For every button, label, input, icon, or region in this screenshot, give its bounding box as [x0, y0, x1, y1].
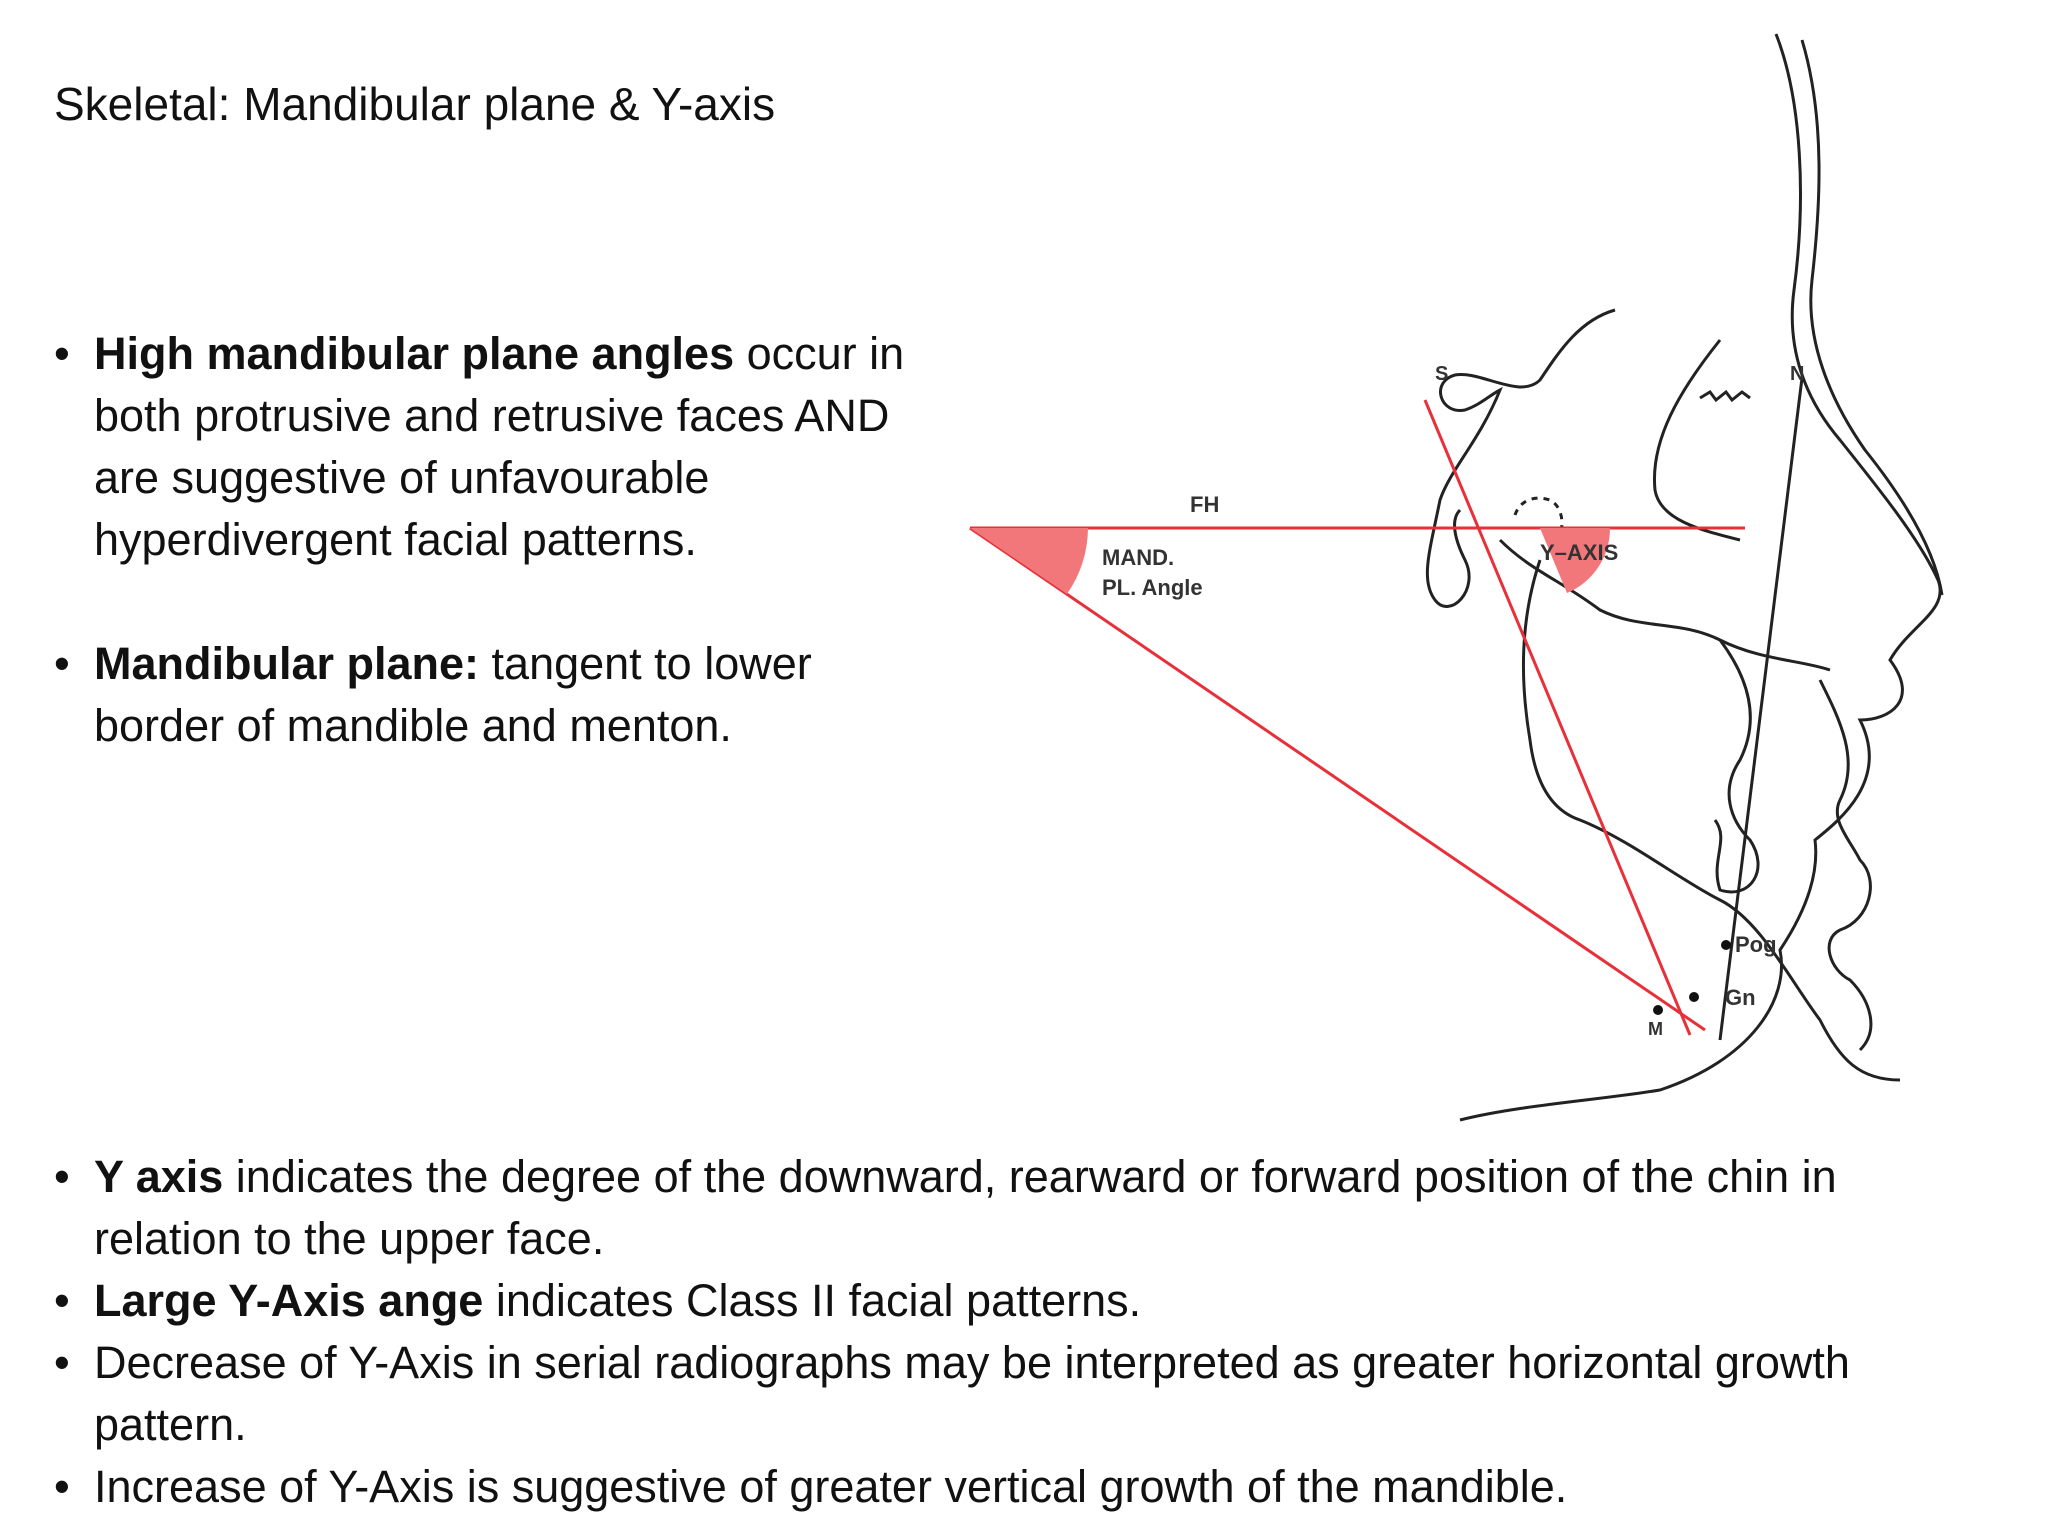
bullet-dot: •	[54, 1461, 70, 1512]
bullet-text: occur in both protrusive and retrusive faces AND are suggestive of unfavourable hyperdivergent facial patterns.	[94, 328, 905, 565]
bullet-item	[54, 1270, 1994, 1332]
orbit-outline	[1654, 340, 1740, 540]
teeth-outline	[1820, 680, 1871, 1050]
ramus-outline	[1523, 560, 1900, 1080]
bullet-item	[54, 323, 954, 571]
bullet-bold: High mandibular plane angles	[94, 328, 735, 379]
mandible-body	[1715, 640, 1758, 892]
slide-title: Skeletal: Mandibular plane & Y-axis	[54, 78, 776, 130]
label-mand-line2: PL. Angle	[1102, 575, 1203, 600]
bullet-bold: Large Y-Axis ange	[94, 1275, 484, 1326]
nasion-serration	[1700, 392, 1750, 400]
m-point	[1653, 1005, 1663, 1015]
mandibular-plane-line	[970, 528, 1705, 1030]
bullet-bold: Mandibular plane:	[94, 638, 480, 689]
label-pog: Pog	[1735, 932, 1777, 957]
bullet-item	[54, 633, 954, 757]
bullet-text: Increase of Y-Axis is suggestive of greater vertical growth of the mandible.	[94, 1461, 1568, 1512]
bullet-dot: •	[54, 328, 70, 379]
gn-point	[1689, 992, 1699, 1002]
label-n: N	[1790, 363, 1805, 385]
bullet-dot: •	[54, 1275, 70, 1326]
bullet-text: indicates Class II facial patterns.	[483, 1275, 1142, 1326]
bullet-item	[54, 1146, 1994, 1270]
bullet-text: indicates the degree of the downward, rearward or forward position of the chin in relation to the upper face.	[94, 1151, 1837, 1264]
bullet-text: Decrease of Y-Axis in serial radiographs may be interpreted as greater horizontal growth pattern.	[94, 1337, 1850, 1450]
bullet-dot: •	[54, 1151, 70, 1202]
cephalometric-diagram	[960, 20, 2000, 1130]
bullet-item	[54, 1456, 1994, 1518]
top-bullet-list	[54, 323, 954, 757]
label-m: M	[1648, 1019, 1663, 1039]
bottom-bullet-list	[54, 1146, 1994, 1518]
bullet-dot: •	[54, 1337, 70, 1388]
label-gn: Gn	[1725, 985, 1756, 1010]
soft-tissue-inner	[1802, 40, 1942, 595]
label-fh: FH	[1190, 492, 1220, 517]
bullet-text: tangent to lower border of mandible and menton.	[94, 638, 812, 751]
bullet-bold: Y axis	[94, 1151, 224, 1202]
bullet-dot: •	[54, 638, 70, 689]
mand-plane-angle-fill	[970, 528, 1088, 594]
label-y-axis: Y–AXIS	[1540, 540, 1619, 565]
label-s: S	[1435, 363, 1449, 385]
label-mand-line1: MAND.	[1102, 545, 1175, 570]
soft-tissue-profile	[1460, 34, 1940, 1120]
bullet-item	[54, 1332, 1994, 1456]
pog-point	[1721, 940, 1731, 950]
y-axis-line	[1425, 400, 1690, 1035]
